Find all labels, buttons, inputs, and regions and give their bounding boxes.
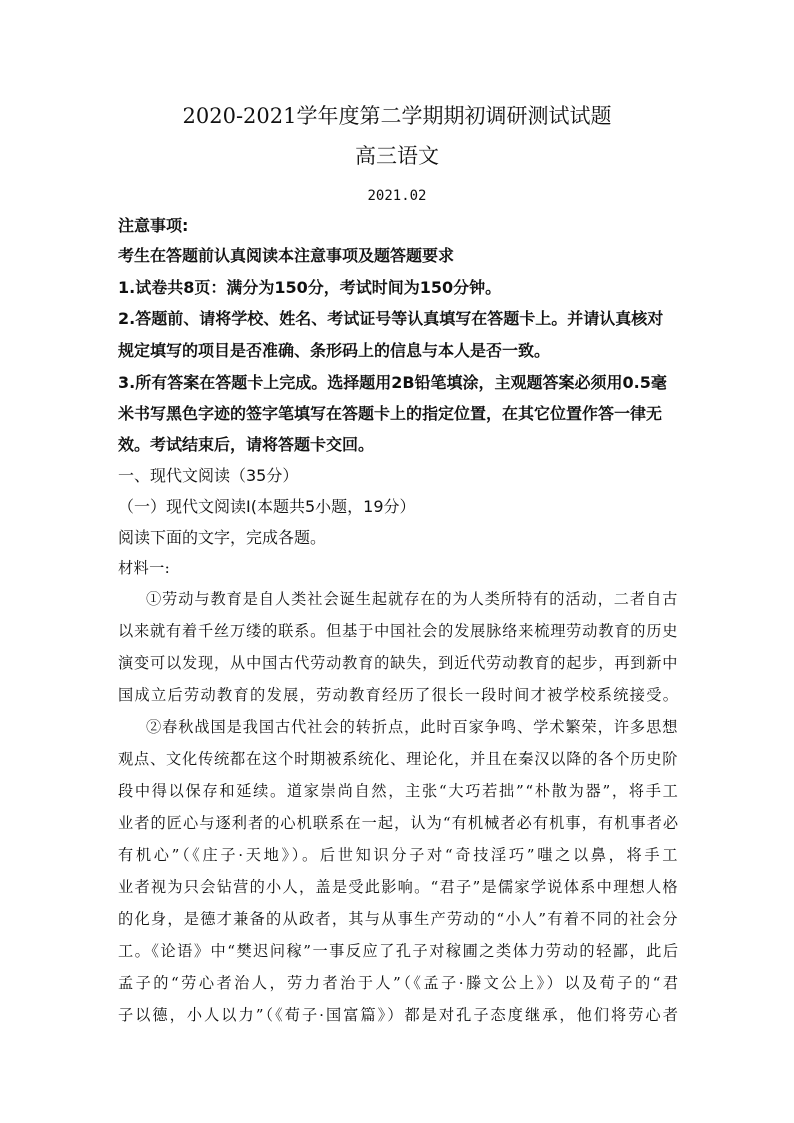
passage-p2-line-6: 业者视为只会钻营的小人，盖是受此影响。“君子”是儒家学说体系中理想人格 [118, 878, 679, 896]
notice-item-2-line-1: 2.答题前、请将学校、姓名、考试证号等认真填写在答题卡上。并请认真核对 [118, 309, 664, 328]
passage-p1-line-1: ①劳动与教育是自人类社会诞生起就存在的为人类所特有的活动，二者自古 [146, 590, 679, 608]
passage-p2-line-3: 段中得以保存和延续。道家崇尚自然，主张“大巧若拙”“朴散为器”，将手工 [118, 782, 680, 800]
passage-p2-line-4: 业者的匠心与逐利者的心机联系在一起，认为“有机械者必有机事，有机事者必 [118, 814, 680, 832]
notice-heading: 注意事项: [118, 216, 189, 235]
subject-title: 高三语文 [355, 144, 439, 168]
passage-p1-line-4: 国成立后劳动教育的发展，劳动教育经历了很长一段时间才被学校系统接受。 [118, 686, 680, 704]
section-heading: 一、现代文阅读（35分） [118, 466, 299, 485]
notice-item-1: 1.试卷共8页：满分为150分，考试时间为150分钟。 [118, 278, 502, 297]
exam-title: 2020-2021学年度第二学期期初调研测试试题 [182, 104, 612, 128]
notice-item-3-line-1: 3.所有答案在答题卡上完成。选择题用2B铅笔填涂，主观题答案必须用0.5毫 [118, 373, 667, 392]
notice-item-3-line-3: 效。考试结束后，请将答题卡交回。 [118, 435, 375, 454]
passage-p2-line-9: 孟子的“劳心者治人，劳力者治于人”（《孟子·滕文公上》）以及荀子的“君 [118, 974, 681, 992]
notice-item-3-line-2: 米书写黑色字迹的签字笔填写在答题卡上的指定位置，在其它位置作答一律无 [118, 404, 663, 423]
notice-item-2-line-2: 规定填写的项目是否准确、条形码上的信息与本人是否一致。 [118, 341, 551, 360]
notice-intro: 考生在答题前认真阅读本注意事项及题答题要求 [118, 246, 455, 265]
passage-p2-line-8: 工。《论语》中“樊迟问稼”一事反应了孔子对稼圃之类体力劳动的轻鄙，此后 [118, 942, 680, 960]
passage-p2-line-7: 的化身，是德才兼备的从政者，其与从事生产劳动的“小人”有着不同的社会分 [118, 910, 679, 928]
passage-p2-line-1: ②春秋战国是我国古代社会的转折点，此时百家争鸣、学术繁荣，许多思想 [146, 718, 679, 736]
passage-p2-line-2: 观点、文化传统都在这个时期被系统化、理论化，并且在秦汉以降的各个历史阶 [118, 750, 679, 768]
section-instruction: 阅读下面的文字，完成各题。 [118, 528, 327, 547]
section-subheading: （一）现代文阅读Ⅰ(本题共5小题，19分） [118, 497, 416, 516]
passage-p2-line-5: 有机心”（《庄子·天地》）。后世知识分子对“奇技淫巧”嗤之以鼻，将手工 [118, 846, 681, 864]
exam-date: 2021.02 [367, 188, 427, 204]
passage-p1-line-3: 演变可以发现，从中国古代劳动教育的缺失，到近代劳动教育的起步，再到新中 [118, 654, 679, 672]
passage-p1-line-2: 以来就有着千丝万缕的联系。但基于中国社会的发展脉络来梳理劳动教育的历史 [118, 622, 679, 640]
material-label: 材料一: [118, 559, 171, 577]
passage-p2-line-10: 子以德，小人以力”（《荀子·国富篇》）都是对孔子态度继承，他们将劳心者 [118, 1006, 680, 1024]
